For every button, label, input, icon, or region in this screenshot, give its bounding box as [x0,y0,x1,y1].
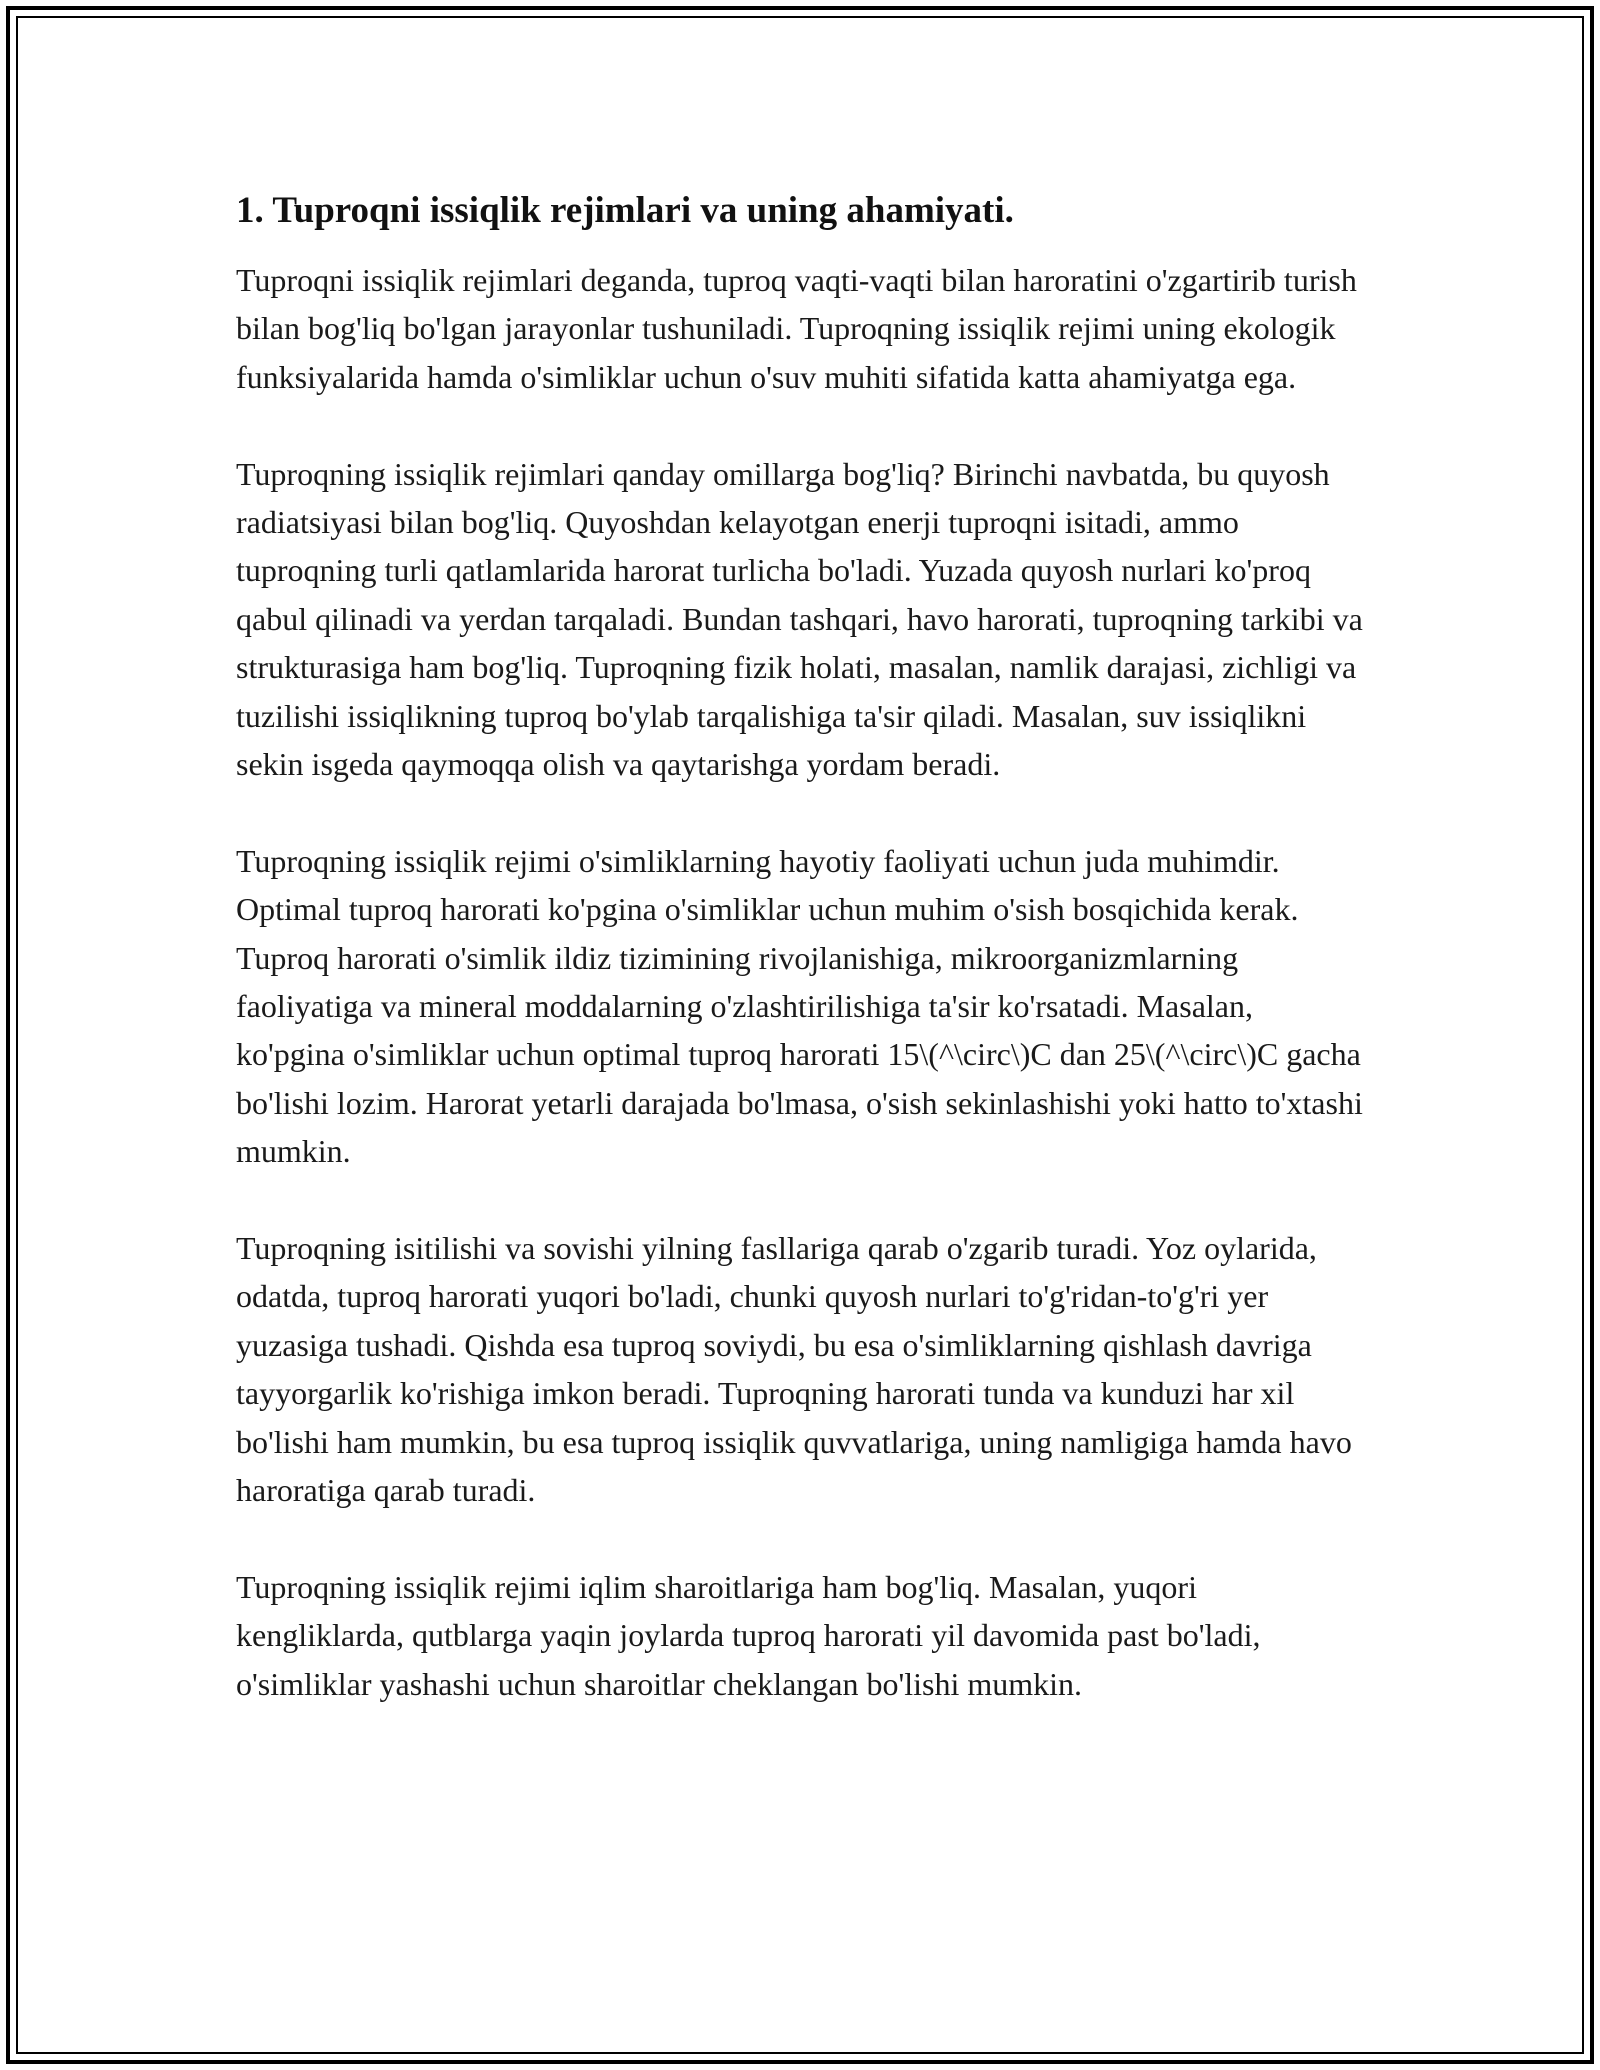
paragraph: Tuproqning issiqlik rejimlari qanday omillarga bog'liq? Birinchi navbatda, bu quyosh radiatsiyasi bilan bog'liq. Quyoshdan kelayotgan enerji tuproqni isitadi, ammo tuproqning turli qatlamlarida harorat turlicha bo'ladi. Yuzada quyosh nurlari ko'proq qabul qilinadi va yerdan tarqaladi. Bundan tashqari, havo harorati, tuproqning tarkibi va strukturasiga ham bog'liq. Tuproqning fizik holati, masalan, namlik darajasi, zichligi va tuzilishi issiqlikning tuproq bo'ylab tarqalishiga ta'sir qiladi. Masalan, suv issiqlikni sekin isgeda qaymoqqa olish va qaytarishga yordam beradi. [236,455,1363,783]
paragraph: Tuproqning issiqlik rejimi iqlim sharoitlariga ham bog'liq. Masalan, yuqori kengliklarda, qutblarga yaqin joylarda tuproq harorati yil davomida past bo'ladi, o'simliklar yashashi uchun sharoitlar cheklangan bo'lishi mumkin. [236,1568,1261,1702]
section-heading: 1. Tuproqni issiqlik rejimlari va uning ahamiyati. [236,190,1014,231]
paragraph: Tuproqning issiqlik rejimi o'simliklarning hayotiy faoliyati uchun juda muhimdir. Optimal tuproq harorati ko'pgina o'simliklar uchun muhim o'sish bosqichida kerak. Tuproq harorati o'simlik ildiz tizimining rivojlanishiga, mikroorganizmlarning faoliyatiga va mineral moddalarning o'zlashtirilishiga ta'sir ko'rsatadi. Masalan, ko'pgina o'simliklar uchun optimal tuproq harorati 15\(^\circ\)C dan 25\(^\circ\)C gacha bo'lishi lozim. Harorat yetarli darajada bo'lmasa, o'sish sekinlashishi yoki hatto to'xtashi mumkin. [236,842,1363,1170]
document-body [236,186,1366,1757]
paragraph: Tuproqni issiqlik rejimlari deganda, tuproq vaqti-vaqti bilan haroratini o'zgartirib turish bilan bog'liq bo'lgan jarayonlar tushuniladi. Tuproqning issiqlik rejimi uning ekologik funksiyalarida hamda o'simliklar uchun o'suv muhiti sifatida katta ahamiyatga ega. [236,262,1357,395]
paragraph: Tuproqning isitilishi va sovishi yilning fasllariga qarab o'zgarib turadi. Yoz oylarida, odatda, tuproq harorati yuqori bo'ladi, chunki quyosh nurlari to'g'ridan-to'g'ri yer yuzasiga tushadi. Qishda esa tuproq soviydi, bu esa o'simliklarning qishlash davriga tayyorgarlik ko'rishiga imkon beradi. Tuproqning harorati tunda va kunduzi har xil bo'lishi ham mumkin, bu esa tuproq issiqlik quvvatlariga, uning namligiga hamda havo haroratiga qarab turadi. [236,1230,1352,1509]
